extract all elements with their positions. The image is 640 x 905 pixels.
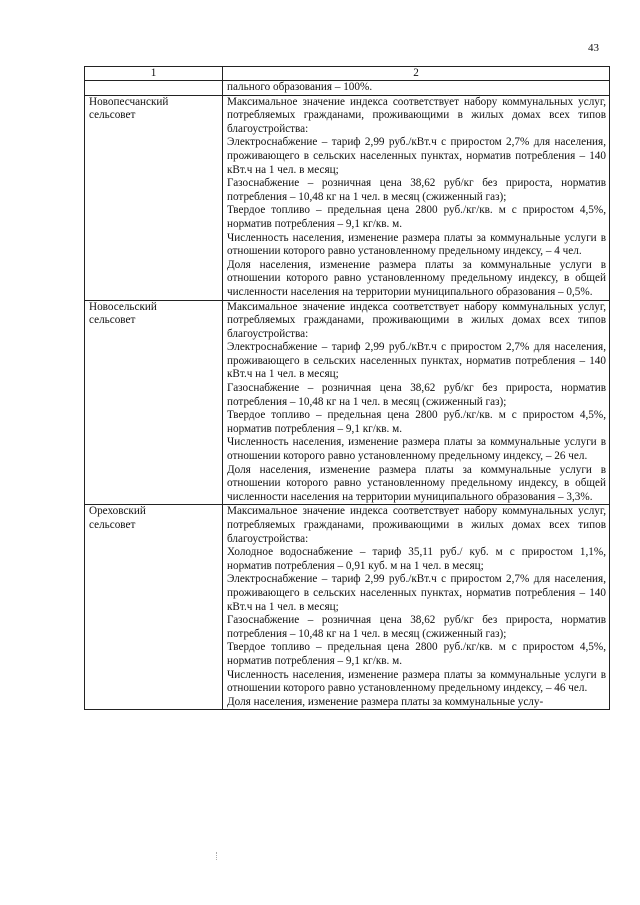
index-description	[223, 300, 610, 505]
paragraph: Численность населения, изменение размера платы за коммунальные услуги в отношении которого равно установленному предельному индексу, – 4 чел.	[227, 231, 606, 258]
paragraph: Максимальное значение индекса соответствует набору коммунальных услуг, потребляемых гражданами, проживающими в жилых домах всех типов благоустройства:	[227, 300, 606, 340]
paragraph: Электроснабжение – тариф 2,99 руб./кВт.ч с приростом 2,7% для населения, проживающего в сельских населенных пунктах, норматив потребления – 140 кВт.ч на 1 чел. в месяц;	[227, 341, 606, 381]
table-row	[85, 300, 610, 505]
region-name: Новосельский сельсовет	[85, 300, 223, 505]
paragraph: Численность населения, изменение размера платы за коммунальные услуги в отношении которого равно установленному предельному индексу, – 46 чел.	[227, 668, 606, 695]
paragraph: Твердое топливо – предельная цена 2800 руб./кг/кв. м с приростом 4,5%, норматив потребления – 9,1 кг/кв. м.	[227, 409, 606, 435]
paragraph: Доля населения, изменение размера платы за коммунальные услуги в отношении которого равно установленному предельному индексу, в общей численности населения на территории муниципального образования – 0,5%.	[227, 258, 606, 298]
paragraph: Газоснабжение – розничная цена 38,62 руб/кг без прироста, норматив потребления – 10,48 кг на 1 чел. в месяц (сжиженный газ);	[227, 614, 606, 640]
paragraph: Доля населения, изменение размера платы за коммунальные услуги в отношении которого равно установленному предельному индексу, в общей численности населения на территории муниципального образования – 3,3%.	[227, 463, 606, 503]
column-header-1: 1	[85, 67, 223, 81]
index-table	[84, 66, 610, 710]
index-description	[223, 505, 610, 710]
paragraph: Газоснабжение – розничная цена 38,62 руб/кг без прироста, норматив потребления – 10,48 кг на 1 чел. в месяц (сжиженный газ);	[227, 177, 606, 203]
paragraph: Максимальное значение индекса соответствует набору коммунальных услуг, потребляемых гражданами, проживающими в жилых домах всех типов благоустройства:	[227, 95, 606, 135]
continuation-text: пального образования – 100%.	[227, 81, 373, 93]
paragraph: Твердое топливо – предельная цена 2800 руб./кг/кв. м с приростом 4,5%, норматив потребления – 9,1 кг/кв. м.	[227, 204, 606, 230]
region-name: Новопесчанский сельсовет	[85, 95, 223, 300]
column-header-2: 2	[223, 67, 610, 81]
paragraph: Твердое топливо – предельная цена 2800 руб./кг/кв. м с приростом 4,5%, норматив потребления – 9,1 кг/кв. м.	[227, 641, 606, 667]
paragraph: Доля населения, изменение размера платы за коммунальные услу-	[227, 695, 544, 708]
continuation-row	[85, 81, 610, 96]
index-description	[223, 95, 610, 300]
paragraph: Холодное водоснабжение – тариф 35,11 руб./ куб. м с приростом 1,1%, норматив потребления – 0,91 куб. м на 1 чел. в месяц;	[227, 546, 606, 572]
table-row	[85, 505, 610, 710]
table-row	[85, 95, 610, 300]
page-number: 43	[588, 42, 599, 54]
paragraph: Максимальное значение индекса соответствует набору коммунальных услуг, потребляемых гражданами, проживающими в жилых домах всех типов благоустройства:	[227, 505, 606, 545]
scan-mark	[216, 852, 218, 860]
continuation-empty-cell	[85, 81, 223, 96]
paragraph: Газоснабжение – розничная цена 38,62 руб/кг без прироста, норматив потребления – 10,48 кг на 1 чел. в месяц (сжиженный газ);	[227, 382, 606, 408]
table-header-row	[85, 67, 610, 81]
paragraph: Электроснабжение – тариф 2,99 руб./кВт.ч с приростом 2,7% для населения, проживающего в сельских населенных пунктах, норматив потребления – 140 кВт.ч на 1 чел. в месяц;	[227, 573, 606, 613]
continuation-cell	[223, 81, 610, 96]
paragraph: Электроснабжение – тариф 2,99 руб./кВт.ч с приростом 2,7% для населения, проживающего в сельских населенных пунктах, норматив потребления – 140 кВт.ч на 1 чел. в месяц;	[227, 136, 606, 176]
region-name: Ореховский сельсовет	[85, 505, 223, 710]
paragraph: Численность населения, изменение размера платы за коммунальные услуги в отношении которого равно установленному предельному индексу, – 26 чел.	[227, 436, 606, 463]
